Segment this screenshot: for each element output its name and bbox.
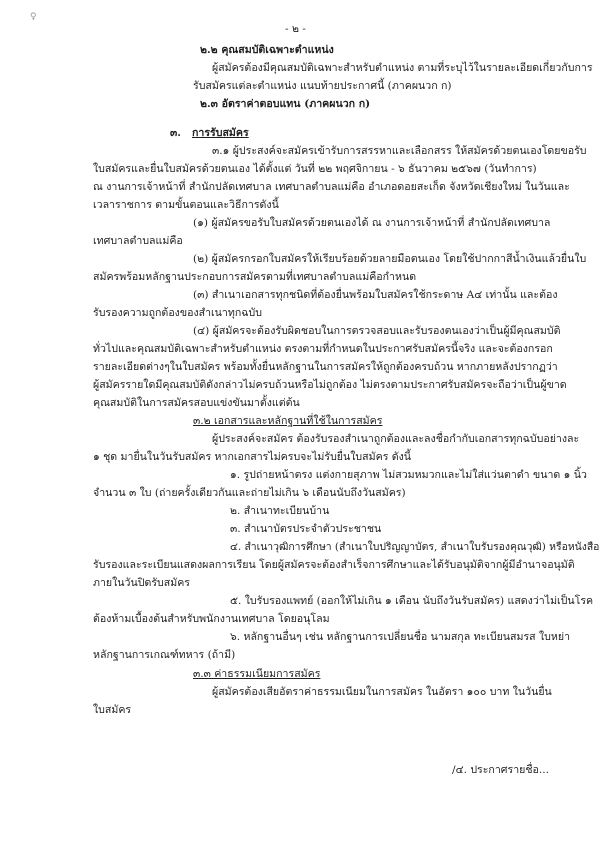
section-3-3-line: ใบสมัคร — [93, 704, 132, 716]
section-2-2-heading: ๒.๒ คุณสมบัติเฉพาะตำแหน่ง — [200, 44, 334, 56]
section-3-2-item: ๓. สำเนาบัตรประจำตัวประชาชน — [230, 523, 382, 535]
section-3-number: ๓. — [170, 127, 181, 139]
section-3-2-item: ๕. ใบรับรองแพทย์ (ออกให้ไม่เกิน ๑ เดือน นับถึงวันรับสมัคร) แสดงว่าไม่เป็นโรค — [230, 595, 594, 607]
section-3-1-line: ณ งานการเจ้าหน้าที่ สำนักปลัดเทศบาล เทศบาลตำบลแม่คือ อำเภอดอยสะเก็ด จังหวัดเชียงใหม่ ในวันและ — [93, 181, 570, 193]
section-3-2-item: ๔. สำเนาวุฒิการศึกษา (สำเนาใบปริญญาบัตร, สำเนาใบรับรองคุณวุฒิ) หรือหนังสือ — [230, 541, 600, 553]
section-3-2-line: ๑ ชุด มายื่นในวันรับสมัคร หากเอกสารไม่ครบจะไม่รับยื่นใบสมัคร ดังนี้ — [93, 451, 412, 463]
corner-mark: ♀ — [30, 12, 37, 22]
section-3-3-line: ผู้สมัครต้องเสียอัตราค่าธรรมเนียมในการสมัคร ในอัตรา ๑๐๐ บาท ในวันยื่น — [212, 686, 552, 698]
section-3-1-item: (๔) ผู้สมัครจะต้องรับผิดชอบในการตรวจสอบและรับรองตนเองว่าเป็นผู้มีคุณสมบัติ — [193, 325, 561, 337]
section-3-1-line: เทศบาลตำบลแม่คือ — [93, 235, 183, 247]
section-3-1-line: ทั่วไปและคุณสมบัติเฉพาะสำหรับตำแหน่ง ตรงตามที่กำหนดในประกาศรับสมัครนี้จริง และจะต้องกรอก — [93, 343, 553, 355]
section-3-2-item: ๒. สำเนาทะเบียนบ้าน — [230, 505, 330, 517]
section-3-2-line: ภายในวันปิดรับสมัคร — [93, 577, 190, 589]
section-3-1-line: สมัครพร้อมหลักฐานประกอบการสมัครตามที่เทศบาลตำบลแม่คือกำหนด — [93, 271, 417, 283]
section-3-1-line: ผู้สมัครรายใดมีคุณสมบัติดังกล่าวไม่ครบถ้วนหรือไม่ถูกต้อง ไม่ตรงตามประกาศรับสมัครจะถือว่าเป็นผู้ขาด — [93, 379, 567, 391]
page-number: - ๒ - — [285, 23, 306, 35]
section-3-2-line: ผู้ประสงค์จะสมัคร ต้องรับรองสำเนาถูกต้องและลงชื่อกำกับเอกสารทุกฉบับอย่างละ — [212, 433, 580, 445]
continuation-note: /๔. ประกาศรายชื่อ... — [452, 764, 550, 776]
section-3-1-line: เวลาราชการ ตามขั้นตอนและวิธีการดังนี้ — [93, 199, 279, 211]
section-3-1-line: ๓.๑ ผู้ประสงค์จะสมัครเข้ารับการสรรหาและเลือกสรร ให้สมัครด้วยตนเองโดยขอรับ — [212, 145, 587, 157]
section-2-2-line: รับสมัครแต่ละตำแหน่ง แนบท้ายประกาศนี้ (ภาคผนวก ก) — [193, 80, 452, 92]
section-3-1-item: (๓) สำเนาเอกสารทุกชนิดที่ต้องยื่นพร้อมใบสมัครใช้กระดาษ A๔ เท่านั้น และต้อง — [193, 289, 558, 301]
section-3-1-line: รับรองความถูกต้องของสำเนาทุกฉบับ — [93, 307, 262, 319]
section-3-2-item: ๖. หลักฐานอื่นๆ เช่น หลักฐานการเปลี่ยนชื่อ นามสกุล ทะเบียนสมรส ใบหย่า — [230, 631, 571, 643]
section-3-3-heading: ๓.๓ ค่าธรรมเนียมการสมัคร — [193, 668, 321, 680]
section-3-1-line: รายละเอียดต่างๆในใบสมัคร พร้อมทั้งยื่นหลักฐานในการสมัครให้ถูกต้องครบถ้วน หากภายหลังปรากฏว่า — [93, 361, 558, 373]
section-3-1-item: (๒) ผู้สมัครกรอกใบสมัครให้เรียบร้อยด้วยลายมือตนเอง โดยใช้ปากกาสีน้ำเงินแล้วยื่นใบ — [193, 253, 587, 265]
section-3-1-line: คุณสมบัติในการสมัครสอบแข่งขันมาตั้งแต่ต้น — [93, 397, 300, 409]
section-3-heading: การรับสมัคร — [192, 127, 249, 139]
section-3-2-line: รับรองและระเบียนแสดงผลการเรียน โดยผู้สมัครจะต้องสำเร็จการศึกษาและได้รับอนุมัติจากผู้มีอำนาจอนุมัติ — [93, 559, 575, 571]
section-3-2-line: จำนวน ๓ ใบ (ถ่ายครั้งเดียวกันและถ่ายไม่เกิน ๖ เดือนนับถึงวันสมัคร) — [93, 487, 406, 499]
section-3-2-line: ต้องห้ามเบื้องต้นสำหรับพนักงานเทศบาล โดยอนุโลม — [93, 613, 330, 625]
section-3-2-line: หลักฐานการเกณฑ์ทหาร (ถ้ามี) — [93, 649, 236, 661]
section-3-2-heading: ๓.๒ เอกสารและหลักฐานที่ใช้ในการสมัคร — [193, 415, 383, 427]
section-2-2-line: ผู้สมัครต้องมีคุณสมบัติเฉพาะสำหรับตำแหน่ง ตามที่ระบุไว้ในรายละเอียดเกี่ยวกับการ — [212, 62, 593, 74]
section-3-2-item: ๑. รูปถ่ายหน้าตรง แต่งกายสุภาพ ไม่สวมหมวกและไม่ใส่แว่นตาดำ ขนาด ๑ นิ้ว — [230, 469, 587, 481]
section-3-1-line: ใบสมัครและยื่นใบสมัครด้วยตนเอง ได้ตั้งแต่ วันที่ ๒๒ พฤศจิกายน - ๖ ธันวาคม ๒๕๖๗ (วันทำการ) — [93, 163, 537, 175]
section-2-3-heading: ๒.๓ อัตราค่าตอบแทน (ภาคผนวก ก) — [200, 98, 371, 110]
section-3-1-item: (๑) ผู้สมัครขอรับใบสมัครด้วยตนเองได้ ณ งานการเจ้าหน้าที่ สำนักปลัดเทศบาล — [193, 217, 551, 229]
